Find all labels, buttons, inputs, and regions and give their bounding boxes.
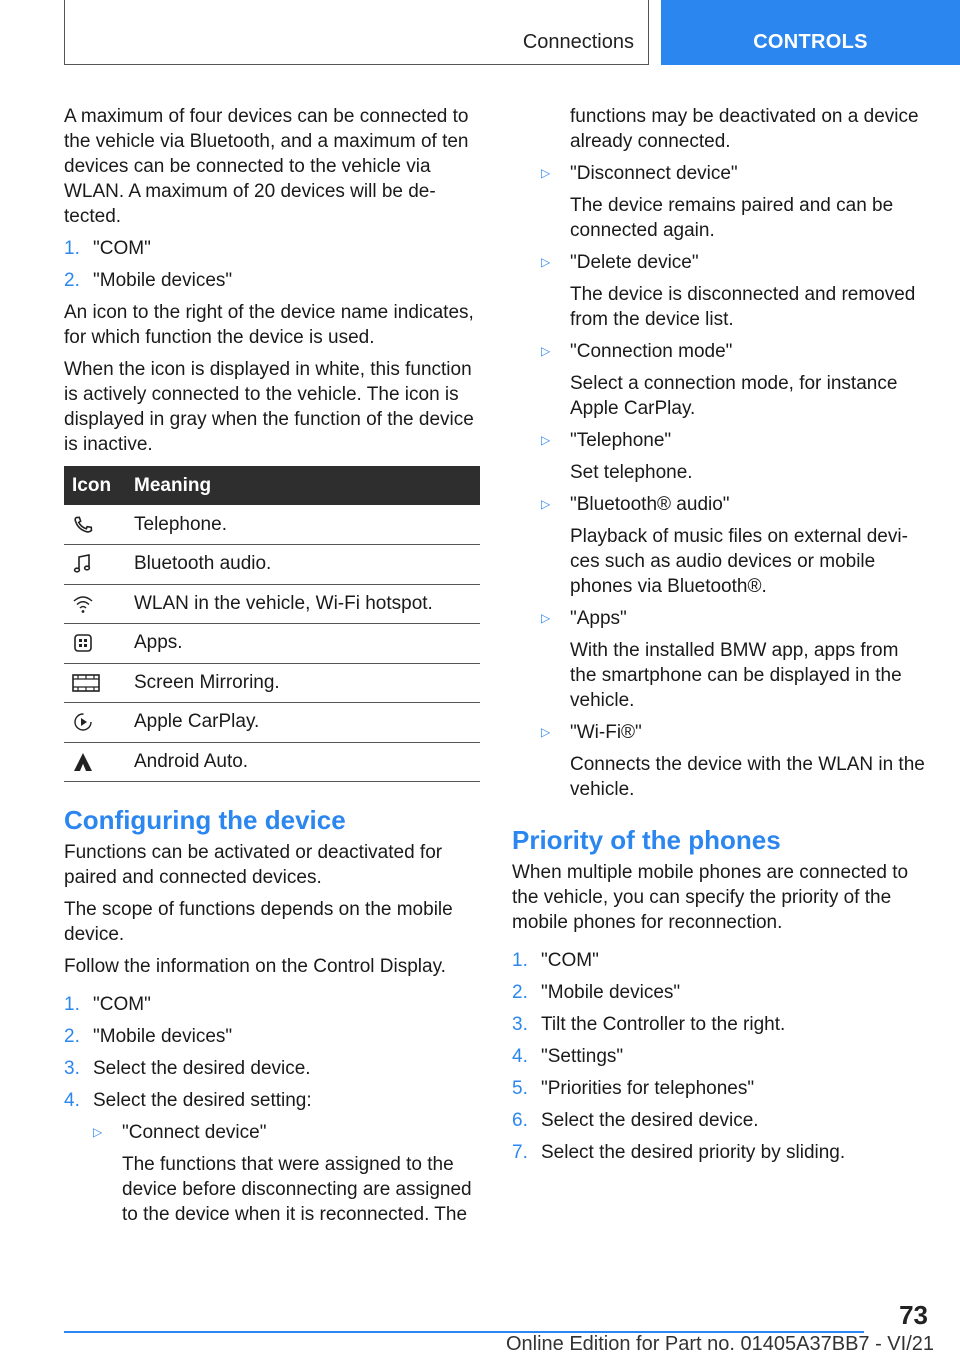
intro-paragraph: A maximum of four devices can be connected to the vehicle via Bluetooth, and a maximum of ten devices can be connected to the vehicle via WLAN. A maximum of 20 devices will be de-tected. — [64, 106, 469, 227]
step-number: 3. — [64, 1058, 80, 1079]
table-row — [64, 742, 480, 782]
step-text: "COM" — [93, 238, 151, 259]
continued-text: functions may be deactivated on a device already connected. — [570, 106, 919, 152]
step-text: "Mobile devices" — [541, 982, 681, 1003]
meaning-cell: WLAN in the vehicle, Wi-Fi hotspot. — [134, 584, 480, 624]
list-item — [512, 1076, 928, 1101]
meaning-cell: Telephone. — [134, 505, 480, 545]
triangle-bullet-icon: ▷ — [541, 166, 551, 180]
music-note-icon — [72, 553, 94, 575]
right-column — [512, 104, 928, 1172]
setting-option — [93, 1120, 480, 1227]
table-row — [64, 663, 480, 703]
setting-title: "Delete device" — [570, 252, 699, 273]
step-number: 1. — [64, 994, 80, 1015]
step-text: Tilt the Controller to the right. — [541, 1014, 786, 1035]
priority-steps-list — [512, 948, 928, 1165]
setting-description: Set telephone. — [570, 462, 693, 483]
section-title: Connections — [522, 31, 634, 53]
config-paragraph-3: Follow the information on the Control Display. — [64, 956, 446, 977]
step-number: 2. — [64, 1026, 80, 1047]
page-number: 73 — [899, 1300, 928, 1330]
list-item — [64, 268, 480, 293]
list-item — [512, 1044, 928, 1069]
list-item — [64, 1056, 480, 1081]
step-number: 1. — [64, 238, 80, 259]
telephone-icon — [72, 514, 94, 536]
list-item — [512, 948, 928, 973]
left-column — [64, 104, 480, 1234]
step-text: Select the desired setting: — [93, 1090, 312, 1111]
setting-description: Connects the device with the WLAN in the vehicle. — [570, 754, 925, 800]
steps-list-1 — [64, 236, 480, 293]
setting-title: "Connect device" — [122, 1122, 267, 1143]
list-item — [512, 980, 928, 1005]
setting-title: "Telephone" — [570, 430, 672, 451]
list-item — [64, 1088, 480, 1227]
table-row — [64, 584, 480, 624]
setting-option — [541, 339, 928, 421]
step-text: Select the desired device. — [93, 1058, 311, 1079]
config-paragraph-1: Functions can be activated or deactivated for paired and connected devices. — [64, 842, 443, 888]
triangle-bullet-icon: ▷ — [541, 497, 551, 511]
carplay-icon — [72, 711, 94, 733]
step-number: 3. — [512, 1014, 528, 1035]
config-paragraph-2: The scope of functions depends on the mobile device. — [64, 899, 453, 945]
setting-title: "Connection mode" — [570, 341, 733, 362]
heading-priority-phones: Priority of the phones — [512, 825, 781, 855]
table-row — [64, 505, 480, 545]
setting-option — [541, 161, 928, 243]
triangle-bullet-icon: ▷ — [541, 255, 551, 269]
list-item — [64, 992, 480, 1017]
android-auto-icon — [72, 751, 94, 773]
setting-option — [541, 250, 928, 332]
setting-description: With the installed BMW app, apps from the smartphone can be displayed in the vehicle. — [570, 640, 902, 711]
triangle-bullet-icon: ▷ — [541, 725, 551, 739]
step-text: "Priorities for telephones" — [541, 1078, 755, 1099]
edition-text: Online Edition for Part no. 01405A37BB7 - VI/21 — [505, 1333, 934, 1355]
step-text: "COM" — [93, 994, 151, 1015]
triangle-bullet-icon: ▷ — [541, 611, 551, 625]
setting-option — [541, 606, 928, 713]
steps-list-2 — [64, 992, 480, 1227]
step-number: 7. — [512, 1142, 528, 1163]
setting-title: "Wi-Fi®" — [570, 722, 642, 743]
table-row — [64, 703, 480, 743]
triangle-bullet-icon: ▷ — [93, 1125, 103, 1139]
column-header-icon: Icon — [72, 474, 112, 496]
list-item — [512, 1140, 928, 1165]
table-header-row — [64, 466, 480, 505]
meaning-cell: Screen Mirroring. — [134, 663, 480, 703]
step-number: 4. — [512, 1046, 528, 1067]
setting-description: Select a connection mode, for instance Apple CarPlay. — [570, 373, 898, 419]
triangle-bullet-icon: ▷ — [541, 433, 551, 447]
setting-title: "Disconnect device" — [570, 163, 738, 184]
chapter-title: CONTROLS — [753, 31, 868, 53]
meaning-cell: Apple CarPlay. — [134, 703, 480, 743]
step-text: "Settings" — [541, 1046, 624, 1067]
setting-description: Playback of music files on external devi-ces such as audio devices or mobile phones via Bluetooth®. — [570, 526, 908, 597]
setting-title: "Apps" — [570, 608, 627, 629]
header-section-box — [64, 0, 649, 65]
heading-configuring-device: Configuring the device — [64, 805, 346, 835]
meaning-cell: Bluetooth audio. — [134, 545, 480, 585]
setting-option — [541, 720, 928, 802]
step-text: "COM" — [541, 950, 599, 971]
step-text: Select the desired priority by sliding. — [541, 1142, 846, 1163]
step-number: 6. — [512, 1110, 528, 1131]
chapter-tab[interactable] — [661, 0, 960, 65]
step-number: 2. — [64, 270, 80, 291]
setting-description: The device is disconnected and removed from the device list. — [570, 284, 916, 330]
list-item — [512, 1108, 928, 1133]
icon-color-paragraph: When the icon is displayed in white, this function is actively connected to the vehicle. The icon is displayed in gray when the function of the device is inactive. — [64, 359, 474, 455]
list-item — [512, 1012, 928, 1037]
settings-bullet-list — [512, 161, 928, 802]
apps-icon — [72, 632, 94, 654]
step-text: "Mobile devices" — [93, 270, 233, 291]
step-number: 1. — [512, 950, 528, 971]
icon-info-paragraph: An icon to the right of the device name indicates, for which function the device is used. — [64, 302, 474, 348]
list-item — [64, 236, 480, 261]
screen-mirroring-icon — [72, 672, 100, 694]
column-header-meaning: Meaning — [134, 474, 212, 496]
table-row — [64, 545, 480, 585]
setting-title: "Bluetooth® audio" — [570, 494, 730, 515]
triangle-bullet-icon: ▷ — [541, 344, 551, 358]
step-number: 5. — [512, 1078, 528, 1099]
step-number: 4. — [64, 1090, 80, 1111]
setting-description: The functions that were assigned to the device before disconnecting are assigned to the device when it is reconnected. The — [122, 1154, 472, 1225]
step-text: "Mobile devices" — [93, 1026, 233, 1047]
priority-paragraph: When multiple mobile phones are connected to the vehicle, you can specify the priority of the mobile phones for reconnection. — [512, 862, 909, 933]
table-row — [64, 624, 480, 664]
step-text: Select the desired device. — [541, 1110, 759, 1131]
wifi-icon — [72, 593, 94, 615]
step-number: 2. — [512, 982, 528, 1003]
setting-description: The device remains paired and can be connected again. — [570, 195, 894, 241]
setting-option — [541, 492, 928, 599]
setting-option — [541, 428, 928, 485]
meaning-cell: Apps. — [134, 624, 480, 664]
list-item — [64, 1024, 480, 1049]
meaning-cell: Android Auto. — [134, 742, 480, 782]
icon-meaning-table — [64, 466, 480, 782]
